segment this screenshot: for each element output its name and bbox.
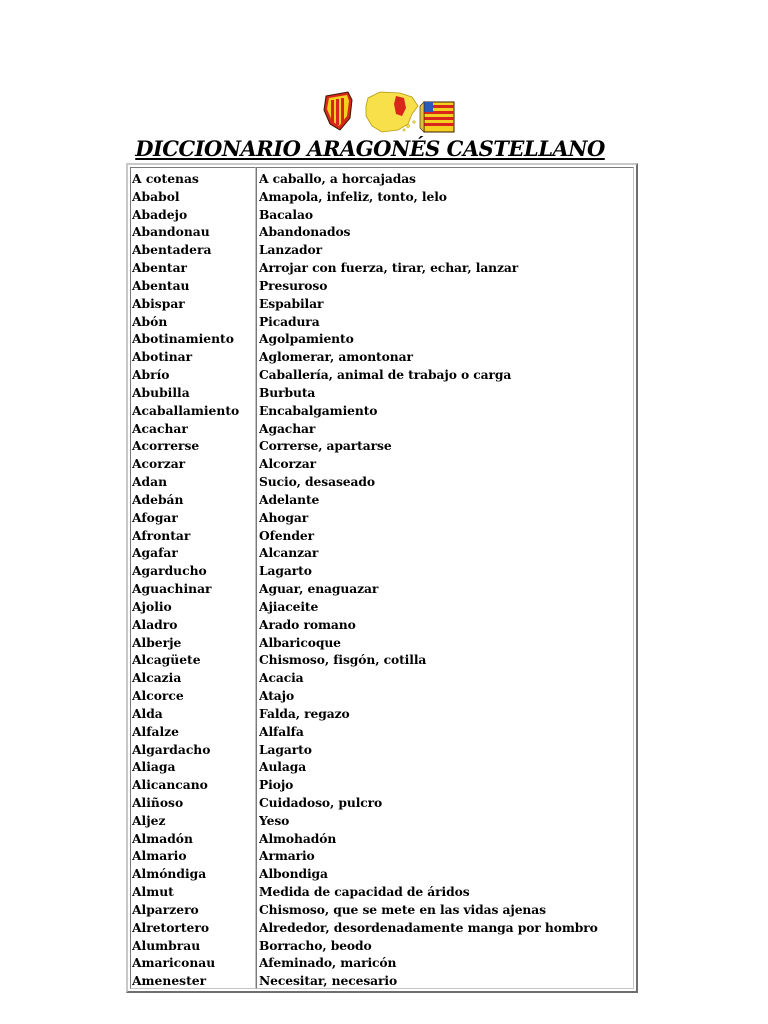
term-cell: Alcazia	[132, 670, 182, 686]
table-row	[132, 509, 632, 527]
aragon-shield-icon	[324, 92, 352, 130]
definition-cell: Arado romano	[259, 616, 356, 632]
definition-cell: Alcorzar	[259, 456, 317, 472]
table-row	[132, 527, 632, 545]
table-row	[132, 188, 632, 206]
term-cell: Acachar	[132, 420, 188, 436]
term-cell: Aliñoso	[132, 794, 184, 810]
definition-cell: Amapola, infeliz, tonto, lelo	[259, 188, 447, 204]
table-row	[132, 313, 632, 331]
table-row	[132, 741, 632, 759]
definition-cell: Agachar	[259, 420, 316, 436]
table-row	[132, 651, 632, 669]
term-cell: Abandonau	[132, 224, 210, 240]
table-row	[132, 847, 632, 865]
table-row	[132, 705, 632, 723]
table-row	[132, 865, 632, 883]
table-row	[132, 812, 632, 830]
table-row	[132, 384, 632, 402]
term-cell: Afrontar	[132, 527, 191, 543]
table-row	[132, 598, 632, 616]
term-cell: Amariconau	[132, 955, 216, 971]
definition-cell: Ofender	[259, 527, 314, 543]
definition-cell: Espabilar	[259, 295, 324, 311]
definition-cell: Lagarto	[259, 741, 312, 757]
table-row	[132, 776, 632, 794]
definition-cell: Arrojar con fuerza, tirar, echar, lanzar	[259, 260, 519, 276]
term-cell: Abubilla	[132, 384, 190, 400]
definition-cell: Aguar, enaguazar	[259, 581, 379, 597]
table-row	[132, 901, 632, 919]
term-cell: Agarducho	[132, 563, 207, 579]
page-title: DICCIONARIO ARAGONÉS CASTELLANO	[135, 136, 605, 161]
table-row	[132, 420, 632, 438]
term-cell: Amenester	[132, 973, 207, 989]
definition-cell: Abandonados	[259, 224, 351, 240]
definition-cell: Acacia	[259, 670, 304, 686]
definition-cell: Burbuta	[259, 384, 316, 400]
term-cell: Adebán	[132, 491, 184, 507]
table-row	[132, 562, 632, 580]
definition-cell: Lanzador	[259, 242, 322, 258]
definition-cell: Medida de capacidad de áridos	[259, 884, 470, 900]
term-cell: Abentau	[132, 277, 190, 293]
definition-cell: Encabalgamiento	[259, 402, 378, 418]
term-cell: Algardacho	[132, 741, 211, 757]
term-cell: Ababol	[132, 188, 180, 204]
definition-cell: Piojo	[259, 777, 294, 793]
table-row	[132, 437, 632, 455]
table-row	[132, 634, 632, 652]
term-cell: Alcorce	[132, 688, 184, 704]
table-row	[132, 259, 632, 277]
definition-cell: Ahogar	[259, 509, 309, 525]
term-cell: Agafar	[132, 545, 178, 561]
definition-cell: Cuidadoso, pulcro	[259, 794, 383, 810]
table-row	[132, 544, 632, 562]
definition-cell: Aglomerar, amontonar	[259, 349, 413, 365]
dictionary-rows	[132, 170, 632, 990]
table-row	[132, 330, 632, 348]
definition-cell: Presuroso	[259, 277, 328, 293]
table-row	[132, 491, 632, 509]
term-cell: Almario	[132, 848, 187, 864]
definition-cell: Sucio, desaseado	[259, 474, 375, 490]
table-row	[132, 794, 632, 812]
term-cell: Acorrerse	[132, 438, 200, 454]
term-cell: Almóndiga	[132, 866, 207, 882]
definition-cell: Correrse, apartarse	[259, 438, 392, 454]
table-row	[132, 919, 632, 937]
term-cell: Abentar	[132, 260, 188, 276]
table-row	[132, 241, 632, 259]
term-cell: Alberje	[132, 634, 182, 650]
table-row	[132, 348, 632, 366]
table-row	[132, 972, 632, 990]
definition-cell: Almohadón	[259, 830, 337, 846]
term-cell: Alcagüete	[132, 652, 201, 668]
definition-cell: Borracho, beodo	[259, 937, 372, 953]
definition-cell: Adelante	[259, 491, 320, 507]
term-cell: Aljez	[132, 812, 166, 828]
table-row	[132, 687, 632, 705]
term-cell: Almadón	[132, 830, 193, 846]
table-row	[132, 580, 632, 598]
term-cell: Abadejo	[132, 206, 188, 222]
table-row	[132, 366, 632, 384]
definition-cell: Picadura	[259, 313, 320, 329]
definition-cell: Necesitar, necesario	[259, 973, 398, 989]
table-row	[132, 473, 632, 491]
term-cell: Alumbrau	[132, 937, 201, 953]
table-row	[132, 206, 632, 224]
table-row	[132, 170, 632, 188]
table-row	[132, 277, 632, 295]
definition-cell: Alrededor, desordenadamente manga por hombro	[259, 919, 598, 935]
table-row	[132, 830, 632, 848]
term-cell: Alda	[132, 705, 163, 721]
term-cell: Abotinamiento	[132, 331, 234, 347]
term-cell: Abentadera	[132, 242, 212, 258]
definition-cell: Alcanzar	[259, 545, 319, 561]
term-cell: Adan	[132, 474, 168, 490]
definition-cell: Atajo	[259, 688, 295, 704]
table-row	[132, 883, 632, 901]
definition-cell: Afeminado, maricón	[259, 955, 397, 971]
definition-cell: A caballo, a horcajadas	[259, 171, 416, 186]
term-cell: Abispar	[132, 295, 185, 311]
term-cell: Aguachinar	[132, 581, 212, 597]
table-row	[132, 937, 632, 955]
term-cell: A cotenas	[132, 171, 199, 186]
table-row	[132, 223, 632, 241]
definition-cell: Armario	[259, 848, 315, 864]
definition-cell: Agolpamiento	[259, 331, 354, 347]
term-cell: Ajolio	[132, 598, 172, 614]
definition-cell: Chismoso, que se mete en las vidas ajenas	[259, 901, 546, 917]
term-cell: Abotinar	[132, 349, 193, 365]
definition-cell: Alfalfa	[259, 723, 304, 739]
spain-map-icon	[366, 92, 418, 132]
term-cell: Alfalze	[132, 723, 179, 739]
definition-cell: Albondiga	[259, 866, 328, 882]
definition-cell: Yeso	[259, 812, 290, 828]
term-cell: Alretortero	[132, 919, 210, 935]
definition-cell: Lagarto	[259, 563, 312, 579]
header-logos	[320, 88, 460, 136]
definition-cell: Falda, regazo	[259, 705, 350, 721]
term-cell: Alicancano	[132, 777, 208, 793]
term-cell: Alparzero	[132, 901, 199, 917]
table-row	[132, 402, 632, 420]
term-cell: Acaballamiento	[132, 402, 240, 418]
term-cell: Afogar	[132, 509, 178, 525]
term-cell: Abón	[132, 313, 168, 329]
definition-cell: Aulaga	[259, 759, 307, 775]
table-row	[132, 455, 632, 473]
definition-cell: Caballería, animal de trabajo o carga	[259, 367, 512, 383]
table-row	[132, 295, 632, 313]
table-row	[132, 758, 632, 776]
term-cell: Abrío	[132, 367, 170, 383]
term-cell: Aliaga	[132, 759, 176, 775]
table-row	[132, 669, 632, 687]
definition-cell: Bacalao	[259, 206, 313, 222]
term-cell: Acorzar	[132, 456, 186, 472]
definition-cell: Ajiaceite	[259, 598, 319, 614]
term-cell: Almut	[132, 884, 174, 900]
table-row	[132, 616, 632, 634]
table-row	[132, 723, 632, 741]
aragon-flag-icon	[420, 102, 454, 132]
definition-cell: Chismoso, fisgón, cotilla	[259, 652, 427, 668]
definition-cell: Albaricoque	[259, 634, 341, 650]
table-row	[132, 954, 632, 972]
term-cell: Aladro	[132, 616, 178, 632]
